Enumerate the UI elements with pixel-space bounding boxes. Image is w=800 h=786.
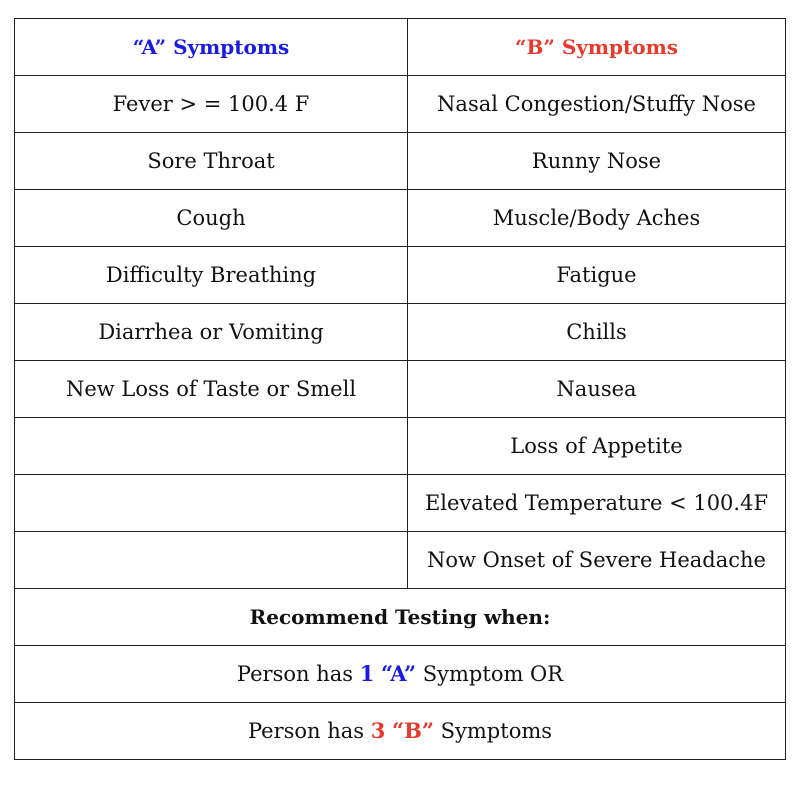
recommend-line-a [15, 646, 786, 703]
b-symptom-cell: Chills [408, 304, 786, 361]
table-row [15, 247, 786, 304]
a-label: “A” [381, 661, 417, 686]
a-symptom-cell: Cough [15, 190, 408, 247]
table-row [15, 418, 786, 475]
table-row [15, 532, 786, 589]
table-row [15, 133, 786, 190]
a-symptom-cell: New Loss of Taste or Smell [15, 361, 408, 418]
recommend-title-row [15, 589, 786, 646]
a-symptom-cell-empty [15, 418, 408, 475]
a-symptom-cell: Fever > = 100.4 F [15, 76, 408, 133]
table-row [15, 475, 786, 532]
b-symptom-cell: Loss of Appetite [408, 418, 786, 475]
header-row [15, 19, 786, 76]
a-symptom-cell-empty [15, 532, 408, 589]
symptom-table [14, 18, 786, 760]
table-row [15, 190, 786, 247]
symptom-chart [14, 18, 785, 760]
a-symptom-cell: Sore Throat [15, 133, 408, 190]
b-symptom-cell: Runny Nose [408, 133, 786, 190]
recommend-prefix: Person has [236, 662, 360, 686]
recommend-line-row [15, 703, 786, 760]
recommend-suffix: Symptoms [433, 719, 553, 743]
a-symptom-cell: Diarrhea or Vomiting [15, 304, 408, 361]
b-symptom-cell: Now Onset of Severe Headache [408, 532, 786, 589]
b-symptoms-header: “B” Symptoms [408, 19, 786, 76]
recommend-line-b [15, 703, 786, 760]
b-symptom-cell: Nasal Congestion/Stuffy Nose [408, 76, 786, 133]
recommend-line-row [15, 646, 786, 703]
table-row [15, 361, 786, 418]
b-symptom-cell: Nausea [408, 361, 786, 418]
table-row [15, 304, 786, 361]
b-symptom-cell: Fatigue [408, 247, 786, 304]
a-symptom-cell-empty [15, 475, 408, 532]
recommend-suffix: Symptom OR [416, 662, 564, 686]
recommend-prefix: Person has [247, 719, 371, 743]
a-count: 1 [359, 661, 375, 686]
table-row [15, 76, 786, 133]
recommend-title: Recommend Testing when: [15, 589, 786, 646]
a-symptom-cell: Difficulty Breathing [15, 247, 408, 304]
a-symptoms-header: “A” Symptoms [15, 19, 408, 76]
b-count: 3 [370, 718, 386, 743]
b-label: “B” [392, 718, 434, 743]
b-symptom-cell: Elevated Temperature < 100.4F [408, 475, 786, 532]
b-symptom-cell: Muscle/Body Aches [408, 190, 786, 247]
